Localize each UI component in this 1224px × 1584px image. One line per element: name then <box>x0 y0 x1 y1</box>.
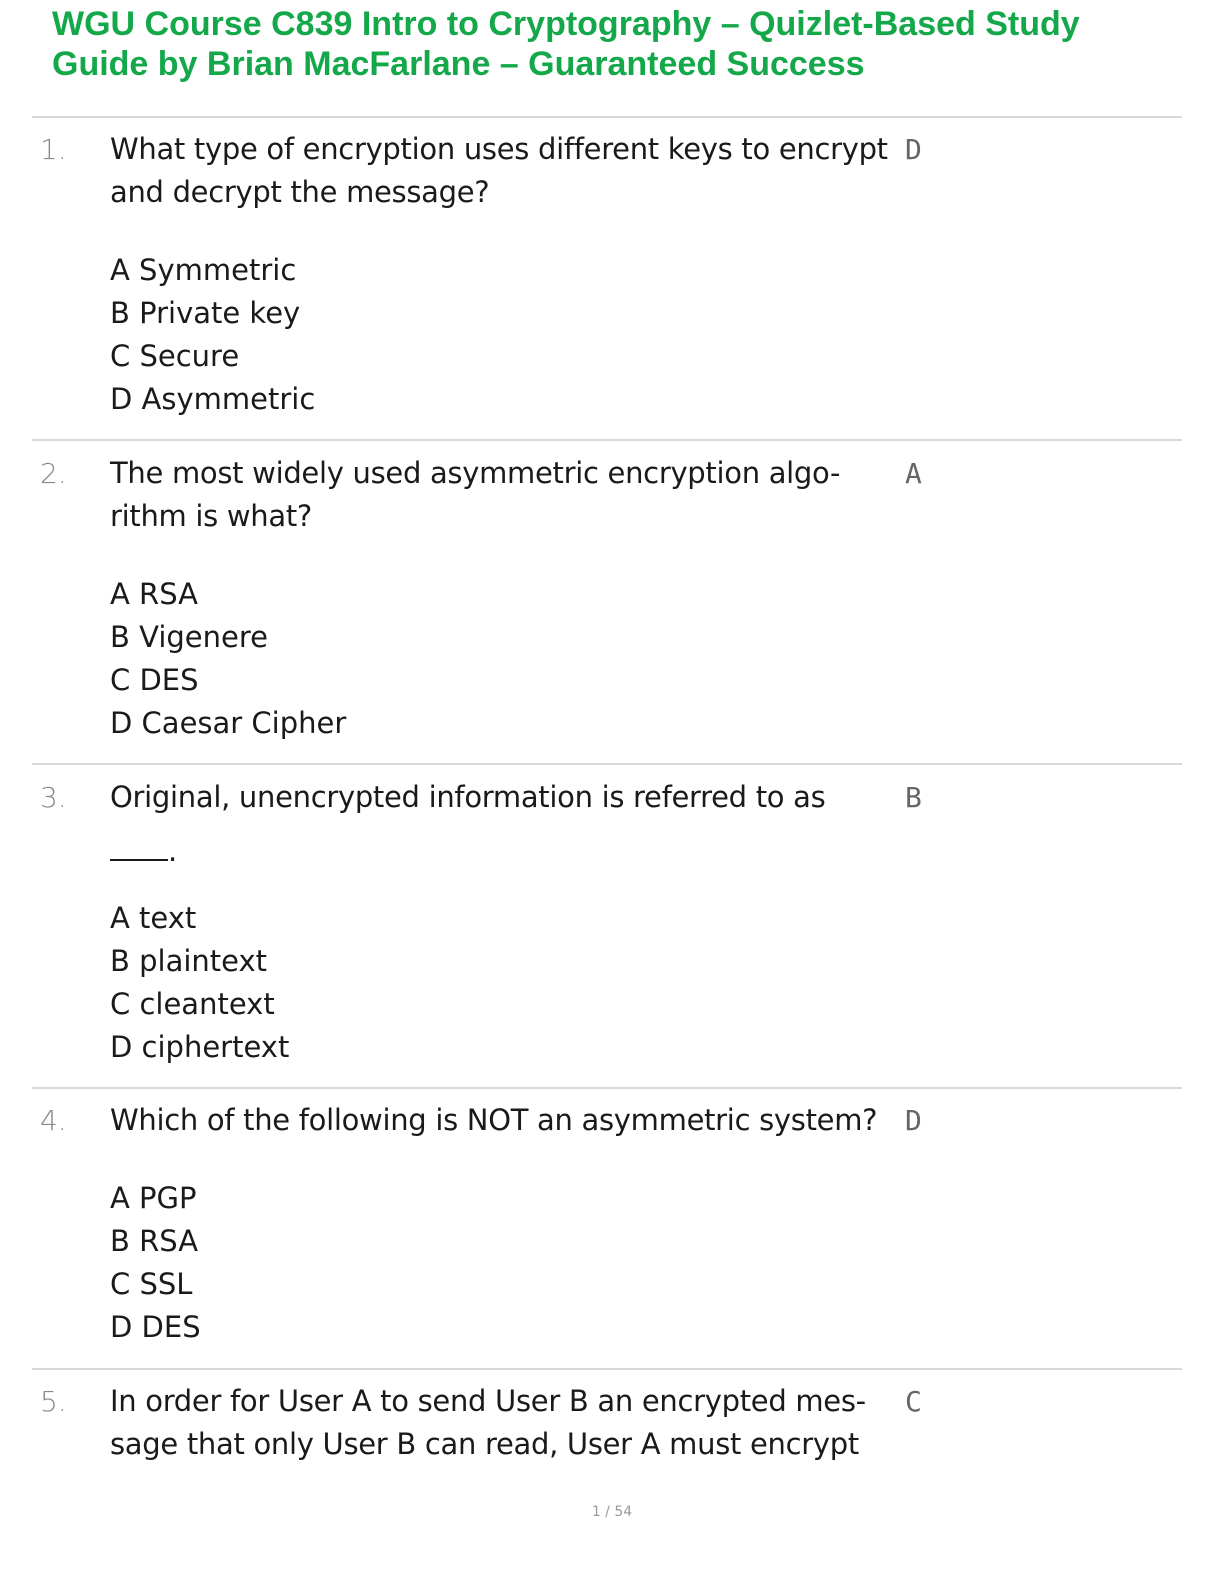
question-text-line: The most widely used asymmetric encryption algo- <box>110 456 841 490</box>
question-text-line <box>110 825 900 873</box>
option: A RSA <box>110 577 198 611</box>
page-number: 1 / 54 <box>591 1504 633 1520</box>
divider <box>32 763 1182 765</box>
option: D ciphertext <box>110 1030 290 1064</box>
answer-key: D <box>905 1104 922 1137</box>
option: A Symmetric <box>110 253 297 287</box>
question-text-line: sage that only User B can read, User A must encrypt <box>110 1427 859 1461</box>
question-text-line: In order for User A to send User B an encrypted mes- <box>110 1384 866 1418</box>
answer-options <box>110 249 810 421</box>
question-number: 2. <box>40 457 67 490</box>
option: A PGP <box>110 1181 197 1215</box>
fill-in-blank <box>110 833 168 861</box>
answer-key: C <box>905 1385 922 1418</box>
divider <box>32 1368 1182 1370</box>
question-text <box>110 1099 900 1142</box>
question-number: 1. <box>40 133 67 166</box>
option: B plaintext <box>110 944 268 978</box>
answer-options <box>110 1177 810 1349</box>
question-text <box>110 1380 900 1466</box>
divider <box>32 1087 1182 1089</box>
question-text-line: What type of encryption uses different keys to encrypt <box>110 132 888 166</box>
option: D Asymmetric <box>110 382 316 416</box>
question-number: 3. <box>40 781 67 814</box>
question-text <box>110 452 900 538</box>
question-text-end: . <box>168 834 177 868</box>
question-text-line: and decrypt the message? <box>110 175 490 209</box>
option: A text <box>110 901 197 935</box>
divider <box>32 439 1182 441</box>
question-text-line: Original, unencrypted information is referred to as <box>110 780 826 814</box>
option: C Secure <box>110 339 240 373</box>
answer-key: B <box>905 781 922 814</box>
option: C SSL <box>110 1267 193 1301</box>
option: D DES <box>110 1310 201 1344</box>
answer-options <box>110 573 810 745</box>
option: B Private key <box>110 296 301 330</box>
option: D Caesar Cipher <box>110 706 347 740</box>
option: B Vigenere <box>110 620 268 654</box>
option: B RSA <box>110 1224 199 1258</box>
divider <box>32 116 1182 118</box>
answer-options <box>110 897 810 1069</box>
option: C DES <box>110 663 199 697</box>
question-text <box>110 776 900 873</box>
question-text <box>110 128 900 214</box>
question-text-line: Which of the following is NOT an asymmetric system? <box>110 1103 878 1137</box>
answer-key: A <box>905 457 922 490</box>
answer-key: D <box>905 133 922 166</box>
question-number: 4. <box>40 1104 67 1137</box>
question-text-line: rithm is what? <box>110 499 313 533</box>
option: C cleantext <box>110 987 275 1021</box>
question-number: 5. <box>40 1385 67 1418</box>
document-title: WGU Course C839 Intro to Cryptography – Quizlet-Based Study Guide by Brian MacFarlane – Guaranteed Success <box>52 5 1080 83</box>
